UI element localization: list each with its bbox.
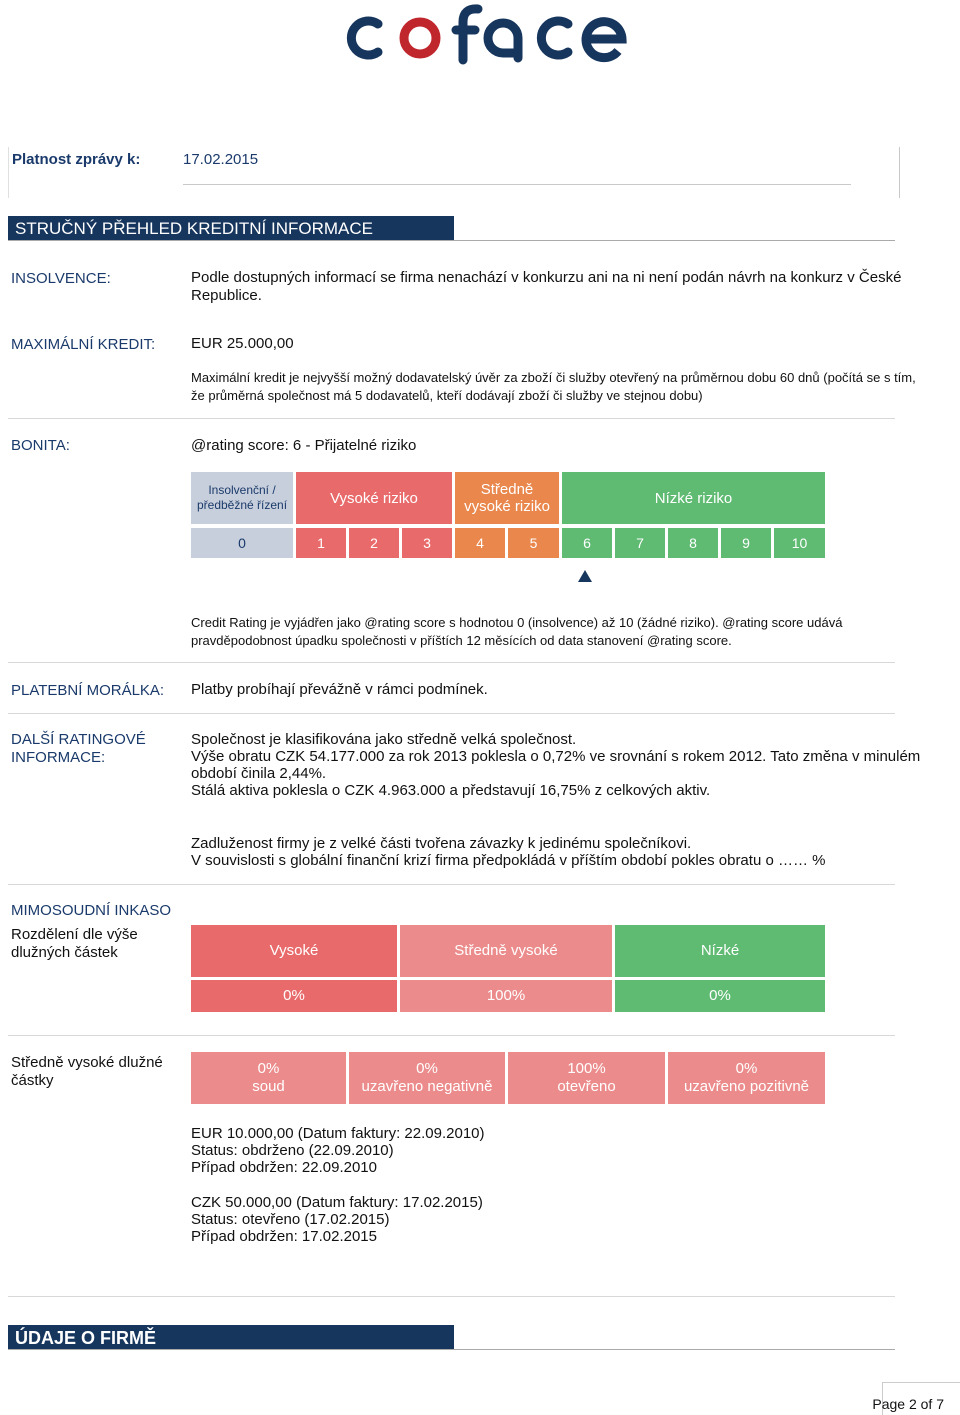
split-header-low: Nízké bbox=[615, 925, 825, 977]
insolvence-text-line1: Podle dostupných informací se firma nenachází v konkurzu ani na ni není podán návrh na konkurz v České bbox=[191, 269, 902, 286]
scale-number-8: 8 bbox=[668, 528, 718, 558]
insolvence-text-line2: Republice. bbox=[191, 287, 262, 304]
mid-cell-court-pct: 0% bbox=[257, 1060, 280, 1077]
rating-note-line1: Credit Rating je vyjádřen jako @rating score s hodnotou 0 (insolvence) až 10 (žádné riziko). @rating score udává bbox=[191, 615, 843, 630]
other-rating-line2: Výše obratu CZK 54.177.000 za rok 2013 poklesla o 0,72% ve srovnání s rokem 2012. Tato změna v minulém bbox=[191, 748, 921, 765]
scale-number-6: 6 bbox=[562, 528, 612, 558]
mid-cell-open bbox=[508, 1052, 665, 1104]
split-value-high: 0% bbox=[191, 980, 397, 1012]
other-rating-line1: Společnost je klasifikována jako středně velká společnost. bbox=[191, 731, 577, 748]
scale-number-3: 3 bbox=[402, 528, 452, 558]
frame-line bbox=[899, 147, 900, 198]
rating-note-line2: pravděpodobnost úpadku společnosti v příštích 12 měsících od data stanovení @rating score. bbox=[191, 633, 732, 648]
other-rating-line4: Stálá aktiva poklesla o CZK 4.963.000 a představují 16,75% z celkových aktiv. bbox=[191, 782, 711, 799]
coface-logo bbox=[0, 0, 960, 70]
scale-number-2: 2 bbox=[349, 528, 399, 558]
other-rating-label-line1: DALŠÍ RATINGOVÉ bbox=[11, 731, 146, 748]
scale-number-9: 9 bbox=[721, 528, 771, 558]
scale-header-medium-line2: vysoké riziko bbox=[464, 498, 550, 515]
scale-header-low-risk: Nízké riziko bbox=[562, 472, 825, 524]
divider bbox=[8, 1035, 895, 1036]
divider bbox=[8, 1296, 895, 1297]
max-credit-note-line1: Maximální kredit je nejvyšší možný dodavatelský úvěr za zboží či služby otevřený na průměrnou dobu 60 dnů (počítá se s tím, bbox=[191, 370, 916, 385]
logo-text: coface bbox=[0, 0, 3, 1]
validity-label: Platnost zprávy k: bbox=[12, 151, 141, 168]
divider bbox=[8, 662, 895, 663]
collection-label: MIMOSOUDNÍ INKASO bbox=[11, 902, 172, 919]
scale-header-insolvent-line1: Insolvenční / bbox=[208, 483, 276, 497]
scale-header-medium-line1: Středně bbox=[480, 481, 534, 498]
scale-number-1: 1 bbox=[296, 528, 346, 558]
split-header-high: Vysoké bbox=[191, 925, 397, 977]
company-section-title: ÚDAJE O FIRMĚ bbox=[8, 1325, 454, 1350]
mid-amounts-label-line2: částky bbox=[11, 1072, 54, 1089]
case1-amount: EUR 10.000,00 (Datum faktury: 22.09.2010) bbox=[191, 1125, 485, 1142]
other-rating-line3: období činila 2,44%. bbox=[191, 765, 327, 782]
split-label-line2: dlužných částek bbox=[11, 944, 118, 961]
max-credit-note-line2: že průměrná společnost má 5 dodavatelů, kteří dodávají zboží či služby ve stejnou dobu) bbox=[191, 388, 703, 403]
scale-header-high-risk: Vysoké riziko bbox=[296, 472, 452, 524]
section-rule bbox=[8, 240, 895, 241]
summary-section-title: STRUČNÝ PŘEHLED KREDITNÍ INFORMACE bbox=[8, 216, 454, 241]
divider bbox=[8, 713, 895, 714]
scale-number-7: 7 bbox=[615, 528, 665, 558]
divider bbox=[8, 418, 895, 419]
payment-label: PLATEBNÍ MORÁLKA: bbox=[11, 682, 165, 699]
case1-status: Status: obdrženo (22.09.2010) bbox=[191, 1142, 394, 1159]
validity-date: 17.02.2015 bbox=[183, 151, 259, 168]
divider bbox=[8, 884, 895, 885]
split-header-medium-high: Středně vysoké bbox=[400, 925, 612, 977]
split-value-low: 0% bbox=[615, 980, 825, 1012]
section-rule bbox=[8, 1349, 895, 1350]
mid-cell-court bbox=[191, 1052, 346, 1104]
bonita-label: BONITA: bbox=[11, 437, 70, 454]
max-credit-value: EUR 25.000,00 bbox=[191, 335, 294, 352]
case1-received: Případ obdržen: 22.09.2010 bbox=[191, 1159, 377, 1176]
scale-header-medium-high bbox=[455, 472, 559, 524]
validity-underline bbox=[183, 184, 851, 185]
scale-number-10: 10 bbox=[774, 528, 825, 558]
frame-line bbox=[8, 147, 9, 198]
case2-received: Případ obdržen: 17.02.2015 bbox=[191, 1228, 377, 1245]
case2-status: Status: otevřeno (17.02.2015) bbox=[191, 1211, 390, 1228]
mid-cell-open-label: otevřeno bbox=[557, 1078, 616, 1095]
mid-cell-open-pct: 100% bbox=[567, 1060, 606, 1077]
score-marker-triangle-icon bbox=[578, 570, 592, 582]
mid-cell-closed-negative-label: uzavřeno negativně bbox=[361, 1078, 493, 1095]
other-rating-line6: V souvislosti s globální finanční krizí firma předpokládá v příštím období pokles obratu o …… % bbox=[191, 852, 826, 869]
mid-amounts-label-line1: Středně vysoké dlužné bbox=[11, 1054, 163, 1071]
insolvence-label: INSOLVENCE: bbox=[11, 270, 111, 287]
mid-cell-closed-positive bbox=[668, 1052, 825, 1104]
mid-cell-court-label: soud bbox=[252, 1078, 285, 1095]
scale-number-4: 4 bbox=[455, 528, 505, 558]
scale-header-insolvent bbox=[191, 472, 293, 524]
max-credit-label: MAXIMÁLNÍ KREDIT: bbox=[11, 336, 156, 353]
split-label-line1: Rozdělení dle výše bbox=[11, 926, 138, 943]
other-rating-label-line2: INFORMACE: bbox=[11, 749, 106, 766]
other-rating-line5: Zadluženost firmy je z velké části tvořena závazky k jedinému společníkovi. bbox=[191, 835, 692, 852]
scale-header-insolvent-line2: předběžné řízení bbox=[196, 498, 288, 512]
split-value-medium-high: 100% bbox=[400, 980, 612, 1012]
mid-cell-closed-negative bbox=[349, 1052, 505, 1104]
case2-amount: CZK 50.000,00 (Datum faktury: 17.02.2015) bbox=[191, 1194, 483, 1211]
payment-text: Platby probíhají převážně v rámci podmínek. bbox=[191, 681, 488, 698]
mid-cell-closed-positive-pct: 0% bbox=[735, 1060, 758, 1077]
mid-cell-closed-negative-pct: 0% bbox=[416, 1060, 438, 1077]
scale-number-0: 0 bbox=[191, 528, 293, 558]
page-number: Page 2 of 7 bbox=[872, 1396, 944, 1412]
rating-score-text: @rating score: 6 - Přijatelné riziko bbox=[191, 437, 417, 454]
mid-cell-closed-positive-label: uzavřeno pozitivně bbox=[683, 1078, 810, 1095]
scale-number-5: 5 bbox=[508, 528, 559, 558]
